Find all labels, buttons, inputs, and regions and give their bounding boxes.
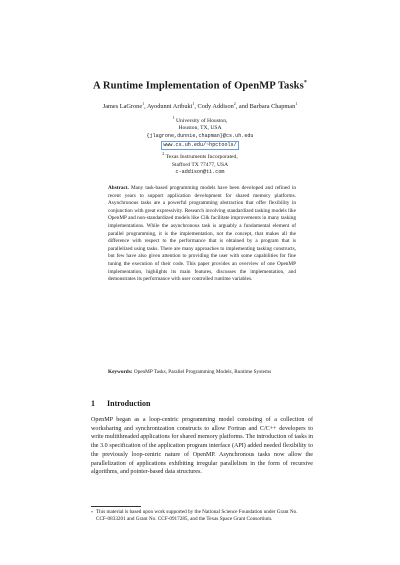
author-name: Barbara Chapman [249, 103, 296, 111]
affiliation-1 [0, 114, 400, 125]
affiliation-email: {jlagrone,dunnie,chapman}@cs.uh.edu [146, 133, 254, 140]
title-text: A Runtime Implementation of OpenMP Tasks [92, 80, 304, 92]
affiliation-email: c-addison@ti.com [175, 169, 225, 176]
footnote-mark: * [91, 510, 93, 515]
affiliation-line: University of Houston, [175, 117, 228, 124]
section-number: 1 [91, 399, 95, 408]
author-name: Ayodunni Aribuki [146, 103, 193, 111]
introduction-paragraph: OpenMP began as a loop-centric programming model consisting of a collection of worksharing and synchronization constructs to allow Fortran and C/C++ developers to write multithreaded applications for shared memory platforms. The introduction of tasks in the 3.0 specification of the application program interface (API) added needed flexibility to the previously loop-centric nature of OpenMP. Asynchronous tasks now allow the parallelization of applications exhibiting irregular parallelism in the form of recursive algorithms, and pointer-based data structures. [91, 417, 313, 476]
paper-title [0, 80, 400, 92]
author-mark: 1 [295, 101, 298, 106]
affiliation-mark: 2 [162, 151, 165, 157]
affiliation-line: Texas Instruments Incorporated, [165, 154, 238, 161]
section-title: Introduction [107, 399, 151, 408]
affiliation-line: Houston, TX, USA [178, 125, 222, 132]
abstract-label: Abstract. [108, 185, 129, 191]
affiliation-url-link[interactable]: www.cs.uh.edu/~hpctools/ [161, 141, 238, 151]
abstract-text: Many task-based programming models have been developed and refined in recent years to support application development for shared memory platforms. Asynchronous tasks are a powerful programming abstraction that offer flexibility in conjunction with great expressivity. Research involving standardized tasking models like OpenMP and non-standardized models like Cilk facilitate improvements in many tasking implementations. While the asynchronous task is arguably a fundamental element of parallel programming, it is the implementation, not the concept, that makes all the difference with respect to the performance that is obtained by a program that is parallelized using tasks. There are many approaches to implementing tasking constructs, but few have also given attention to providing the user with some capabilities for fine tuning the execution of their code. This paper provides an overview of one OpenMP implementation, highlights its main features, discusses the implementation, and demonstrates its performance with user controlled runtime variables. [108, 185, 296, 283]
author-list [0, 101, 400, 110]
author-separator: , [194, 103, 198, 111]
author-name: James LaGrone [102, 103, 143, 111]
affiliation-2 [0, 150, 400, 161]
keywords-label: Keywords: [108, 369, 133, 375]
footnote [91, 509, 313, 523]
affiliation-line: Stafford TX 77477, USA [171, 161, 229, 168]
author-mark: 2 [233, 101, 236, 106]
keywords [108, 369, 296, 377]
author-mark: 1 [192, 101, 195, 106]
footnote-text: This material is based upon work supported by the National Science Foundation under Grant No. CCF-0833201 and Grant No. CCF-0917285, and the Texas Space Grant Consortium. [96, 509, 298, 522]
affiliation-mark: 1 [172, 115, 175, 120]
author-separator: , [144, 103, 147, 111]
author-separator: , and [235, 103, 250, 111]
title-footnote-mark: * [303, 80, 307, 86]
author-name: Cody Addison [197, 103, 234, 111]
footnote-rule [91, 506, 141, 507]
abstract [108, 185, 296, 284]
section-heading [91, 399, 150, 408]
author-mark: 1 [142, 101, 145, 106]
keywords-text: OpenMP Tasks, Parallel Programming Models, Runtime Systems [133, 369, 272, 375]
affiliations [0, 114, 400, 177]
